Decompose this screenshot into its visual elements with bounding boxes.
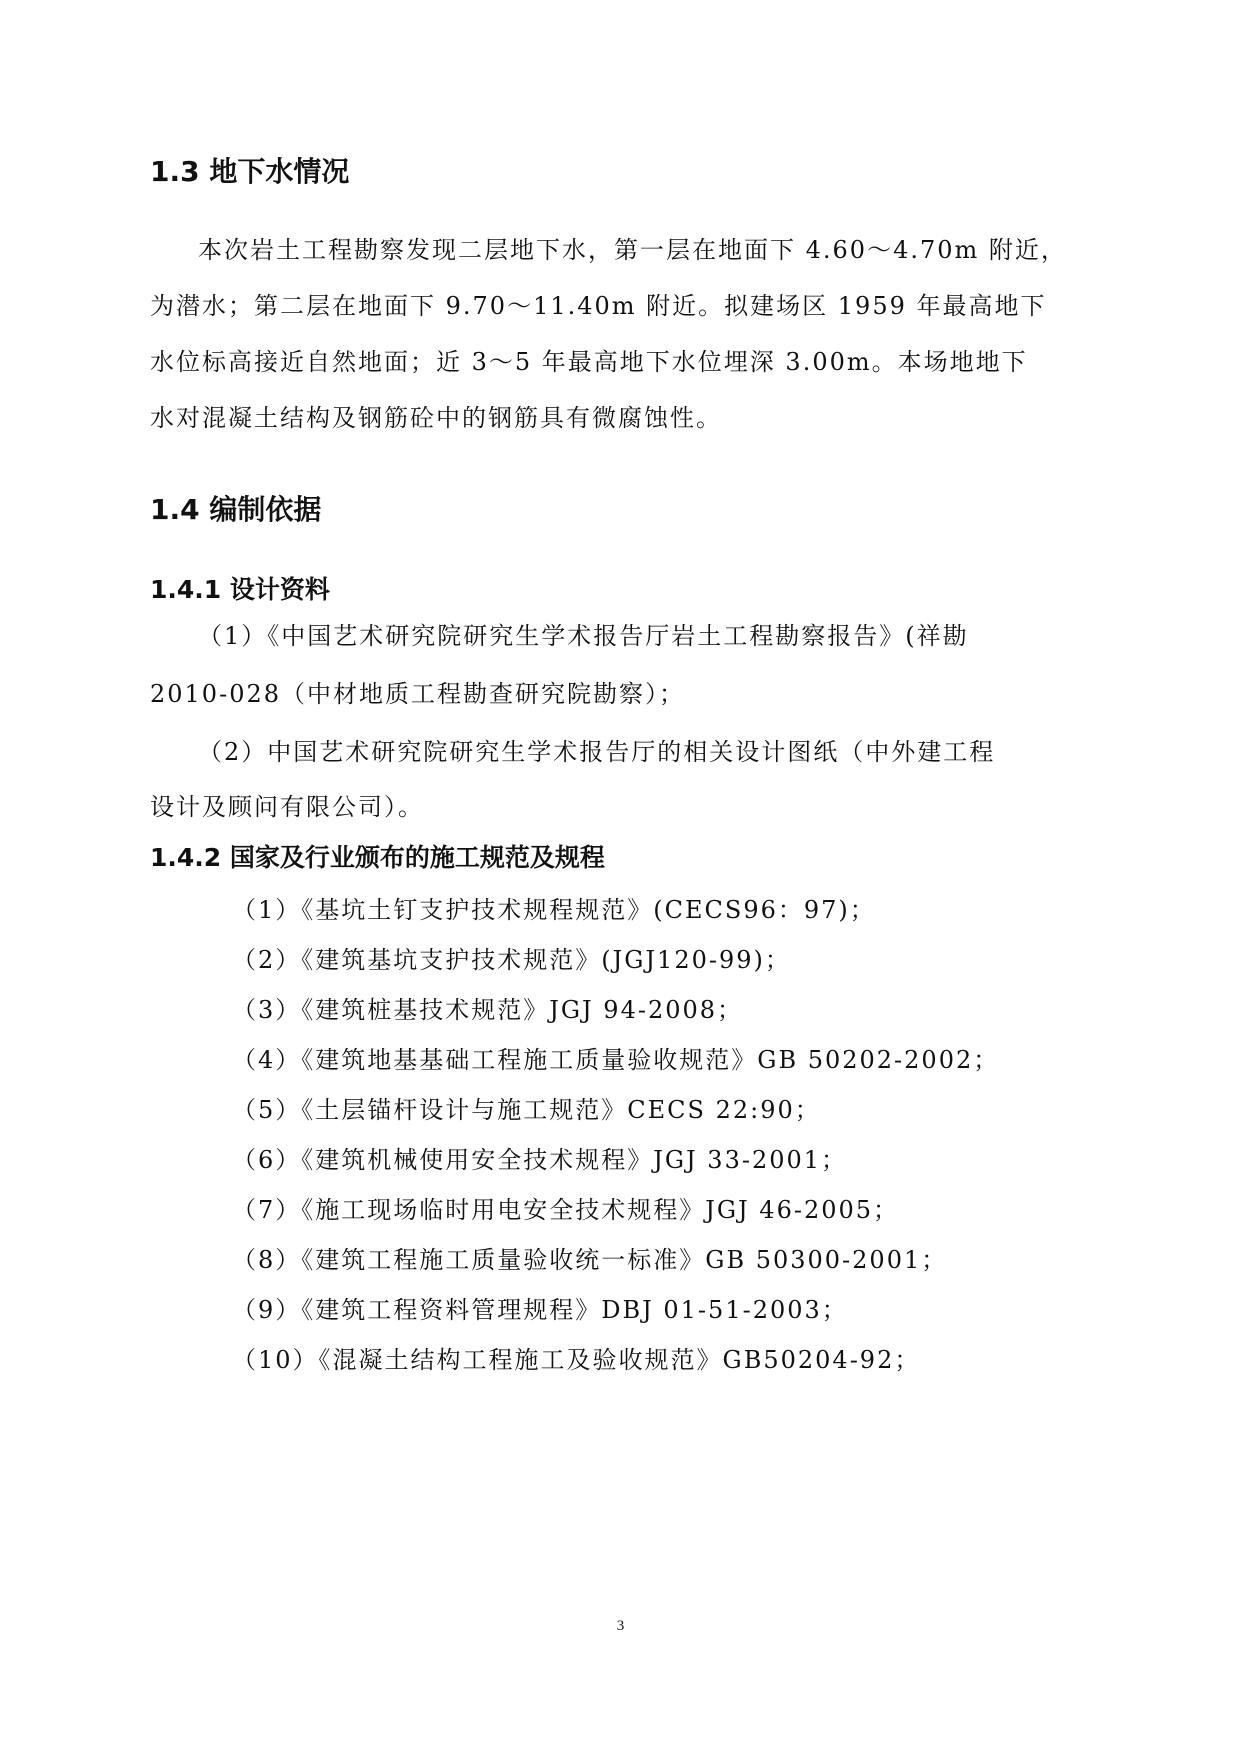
- list-item: （9）《建筑工程资料管理规程》DBJ 01-51-2003；: [232, 1296, 848, 1324]
- list-item: （4）《建筑地基基础工程施工质量验收规范》GB 50202-2002；: [232, 1046, 1000, 1074]
- section-heading-1-3: 1.3 地下水情况: [150, 155, 350, 188]
- paragraph-line: （1）《中国艺术研究院研究生学术报告厅岩土工程勘察报告》(祥勘: [198, 622, 969, 650]
- list-item: （10）《混凝土结构工程施工及验收规范》GB50204-92；: [232, 1346, 921, 1374]
- page-number: 3: [616, 1618, 625, 1634]
- list-item: （6）《建筑机械使用安全技术规程》JGJ 33-2001；: [232, 1146, 848, 1174]
- section-heading-1-4-2: 1.4.2 国家及行业颁布的施工规范及规程: [150, 843, 605, 872]
- section-heading-1-4: 1.4 编制依据: [150, 493, 322, 526]
- paragraph-line: 水对混凝土结构及钢筋砼中的钢筋具有微腐蚀性。: [150, 404, 722, 432]
- list-item: （8）《建筑工程施工质量验收统一标准》GB 50300-2001；: [232, 1246, 948, 1274]
- section-heading-1-4-1: 1.4.1 设计资料: [150, 575, 330, 604]
- paragraph-line: 本次岩土工程勘察发现二层地下水，第一层在地面下 4.60～4.70m 附近，: [198, 236, 1067, 264]
- list-item: （2）《建筑基坑支护技术规范》(JGJ120-99)；: [232, 946, 791, 974]
- list-item: （1）《基坑土钉支护技术规程规范》(CECS96：97)；: [232, 896, 876, 924]
- list-item: （5）《土层锚杆设计与施工规范》CECS 22:90；: [232, 1096, 821, 1124]
- list-item: （3）《建筑桩基技术规范》JGJ 94-2008；: [232, 996, 744, 1024]
- list-item: （7）《施工现场临时用电安全技术规程》JGJ 46-2005；: [232, 1196, 900, 1224]
- paragraph-line: 为潜水；第二层在地面下 9.70～11.40m 附近。拟建场区 1959 年最高地下: [150, 292, 1047, 320]
- paragraph-line: 设计及顾问有限公司）。: [150, 793, 424, 821]
- paragraph-line: 水位标高接近自然地面；近 3～5 年最高地下水位埋深 3.00m。本场地地下: [150, 348, 1028, 376]
- paragraph-line: （2）中国艺术研究院研究生学术报告厅的相关设计图纸（中外建工程: [198, 738, 996, 766]
- paragraph-line: 2010-028（中材地质工程勘查研究院勘察）；: [150, 680, 685, 708]
